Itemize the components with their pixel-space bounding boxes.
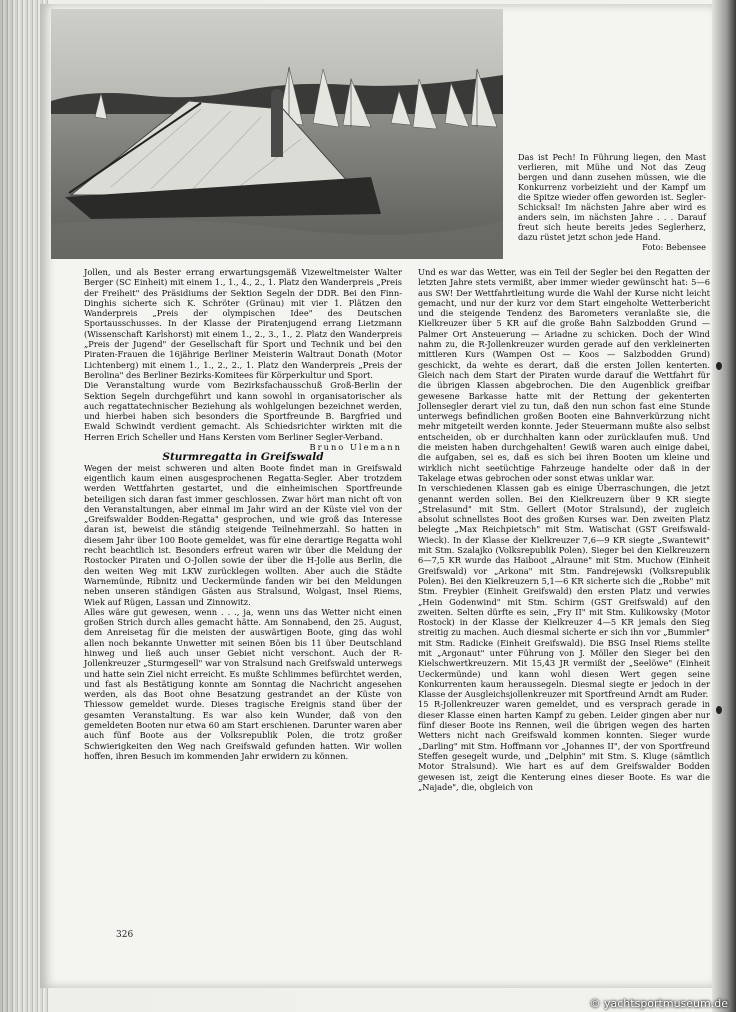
- watermark: © yachtsportmuseum.de: [589, 997, 728, 1010]
- left-paragraph-4: Alles wäre gut gewesen, wenn . . ., ja, wenn uns das Wetter nicht einen großen Strich durch alles gemacht hätte. Am Sonnabend, den 25. August, dem Anreisetag für die meisten der auswärtigen Boote, ging das wohl allen noch bekannte Unwetter mit seinen Böen bis 11 über Deutschland hinweg und ließ auch unser Gebiet nicht verschont. Auch der R-Jollenkreuzer „Sturmgesell" war von Stralsund nach Greifswald unterwegs und hatte sein Ziel nicht erreicht. Es mußte Schlimmes befürchtet werden, und fast als Bestätigung konnte am Sonntag die Nachricht angesehen werden, als das Boot ohne Besatzung gestrandet an der Küste von Thiessow gemeldet wurde. Dieses tragische Ereignis stand über der gesamten Veranstaltung. Es war also kein Wunder, daß von den gemeldeten Booten nur etwa 60 am Start erschienen. Darunter waren aber auch fünf Boote aus der Volksrepublik Polen, die trotz großer Schwierigkeiten den Weg nach Greifswald gefunden hatten. Wir wollen hoffen, ihren Besuch im kommenden Jahr erwidern zu können.: [84, 606, 402, 761]
- author-signature: Bruno Ulemann: [309, 442, 402, 453]
- page-edge-shadow: [712, 0, 736, 1012]
- sailboat-photo-icon: [51, 9, 503, 259]
- page-number: 326: [116, 930, 134, 940]
- right-paragraph-1: Und es war das Wetter, was ein Teil der Segler bei den Regatten der letzten Jahre stets vermißt, aber immer wieder gewünscht hat: 5—6 aus SW! Der Wettfahrtleitung wurde die Wahl der Kurse nicht leicht gemacht, und nur der kurz vor dem Start eingeholte Wetterbericht und die steigende Tendenz des Barometers veranlaßte sie, die Kielkreuzer über 5 KR auf die große Bahn Salzbodden Grund — Palmer Ort Ansteuerung — Ariadne zu schicken. Doch der Wind nahm zu, die R-Jollenkreuzer wurden gerade auf den verkleinerten mittleren Kurs (Wampen Ost — Koos — Salzbodden Grund) geschickt, da wehte es derart, daß die ersten Jollen kenterten. Gleich nach dem Start der Piraten wurde darauf die Wettfahrt für die übrigen Klassen abgebrochen. Die den Augenblick greifbar gewesene Barkasse hatte mit der Rettung der gekenterten Jollensegler derart viel zu tun, daß den nun schon fast eine Stunde unterwegs befindlichen großen Booten eine Bahnverkürzung nicht mehr mitgeteilt werden konnte. Jeder Steuermann mußte also selbst entscheiden, ob er durchhalten kann oder zurücklaufen muß. Und die meisten haben durchgehalten! Gewiß waren auch einige dabei, die aufgaben, sei es, daß es sich bei ihren Booten um kleine und wirklich nicht seetüchtige Fahrzeuge handelte oder daß in der Takelage etwas gebrochen oder sonst etwas unklar war.: [418, 267, 710, 483]
- scan-mark: [716, 706, 722, 714]
- right-paragraph-2: In verschiedenen Klassen gab es einige Überraschungen, die jetzt genannt werden sollen. Bei den Kielkreuzern über 9 KR siegte „Strelasund" mit Stm. Gellert (Motor Stralsund), der zugleich absolut schnellstes Boot des großen Kurses war. Den zweiten Platz belegte „Max Reichpietsch" mit Stm. Watischat (GST Greifswald-Wieck). In der Klasse der Kielkreuzer 7,6—9 KR siegte „Swantewit" mit Stm. Szalajko (Volksrepublik Polen). Sieger bei den Kielkreuzern 6—7,5 KR wurde das Haiboot „Alraune" mit Stm. Muchow (Einheit Greifswald) vor „Arkona" mit Stm. Fandrejewski (Volksrepublik Polen). Bei den Kielkreuzern 5,1—6 KR sicherte sich die „Robbe" mit Stm. Freybier (Einheit Greifswald) den ersten Platz und verwies „Hein Godenwind" mit Stm. Schirm (GST Greifswald) auf den zweiten. Selten dürfte es sein, „Fry II" mit Stm. Kulikowsky (Motor Rostock) in der Klasse der Kielkreuzer 4—5 KR jemals den Sieg streitig zu machen. Auch diesmal sicherte er sich ihn vor „Bummler" mit Stm. Radicke (Einheit Greifswald). Die BSG Insel Riems stellte mit „Argonaut" unter Führung von J. Möller den Sieger bei den Kielschwertkreuzern. Mit 15,43 JR vermißt der „Seelöwe" (Einheit Ueckermünde) und kann wohl diesen Wert gegen seine Konkurrenten kaum heraussegeln. Diesmal siegte er jedoch in der Klasse der Ausgleichsjollenkreuzer mit Sportfreund Arndt am Ruder.: [418, 483, 710, 700]
- sailboat-photo: [51, 9, 503, 259]
- caption-text: Das ist Pech! In Führung liegen, den Mast verlieren, mit Mühe und Not das Zeug bergen und dann zusehen müssen, wie die Konkurrenz vorbeizieht und der Kampf um die Spitze wieder offen geworden ist. Segler-Schicksal! Im nächsten Jahre aber wird es anders sein, im nächsten Jahre . . . Darauf freut sich heute bereits jedes Seglerherz, dazu rüstet jetzt schon jede Hand.: [518, 152, 706, 242]
- section-heading: Sturmregatta in Greifswald: [162, 451, 324, 464]
- left-paragraph-3: Wegen der meist schweren und alten Boote findet man in Greifswald eigentlich kaum einen ausgesprochenen Regatta-Segler. Aber trotzdem werden Wettfahrten gestartet, und die einheimischen Sportfreunde beteiligen sich daran fast immer geschlossen. Zwar hört man nicht oft von den Veranstaltungen, aber einmal im Jahr wird an der Küste viel von der „Greifswalder Bodden-Regatta" gesprochen, und wie groß das Interesse daran ist, beweist die ständig steigende Teilnehmerzahl. So hatten in diesem Jahr über 100 Boote gemeldet, was für eine derartige Regatta wohl recht beachtlich ist. Besonders erfreut waren wir über die Meldung der Rostocker Piraten und O-Jollen sowie der über die H-Jolle aus Berlin, die den weiten Weg mit LKW zurücklegen wollten. Aber auch die Städte Warnemünde, Ribnitz und Ueckermünde fanden wir bei den Meldungen neben unseren ständigen Gästen aus Stralsund, Wolgast, Insel Riems, Wiek auf Rügen, Lassan und Zinnowitz.: [84, 462, 402, 607]
- scan-mark: [716, 362, 722, 370]
- right-column: [418, 267, 710, 792]
- left-column: [84, 267, 402, 761]
- right-paragraph-3: 15 R-Jollenkreuzer waren gemeldet, und es versprach gerade in dieser Klasse einen harten Kampf zu geben. Leider gingen aber nur fünf dieser Boote ins Rennen, weil die übrigen wegen des harten Wetters nicht nach Greifswald kommen konnten. Sieger wurde „Darling" mit Stm. Hoffmann vor „Johannes II", der von Sportfreund Steffen gesegelt wurde, und „Delphin" mit Stm. S. Kluge (sämtlich Motor Stralsund). Wie hart es auf dem Greifswalder Bodden gewesen ist, zeigt die Kenterung eines dieser Boote. Es war die „Najade", die, obgleich von: [418, 699, 710, 792]
- photo-credit: Foto: Bebensee: [642, 242, 706, 252]
- left-paragraph-2: Die Veranstaltung wurde vom Bezirksfachausschuß Groß-Berlin der Sektion Segeln durchgeführt und kann sowohl in organisatorischer als auch regattatechnischer Beziehung als wohlgelungen bezeichnet werden, und hierbei haben sich besonders die Sportfreunde B. Bargfried und Ewald Schwindt verdient gemacht. Als Schiedsrichter wirkten mit die Herren Erich Scheller und Hans Kersten vom Berliner Segler-Verband.: [84, 380, 402, 442]
- left-paragraph-1: Jollen, und als Bester errang erwartungsgemäß Vizeweltmeister Walter Berger (SC Einheit) mit einem 1., 1., 4., 2., 1. Platz den Wanderpreis „Preis der Freiheit" des Präsidiums der Sektion Segeln der DDR. Bei den Finn-Dinghis sicherte sich K. Schröter (Grünau) mit vier 1. Plätzen den Wanderpreis „Preis der olympischen Idee" des Deutschen Sportausschusses. In der Klasse der Piratenjugend errang Lietzmann (Wissenschaft Karlshorst) mit einem 1., 2., 3., 1., 2. Platz den Wanderpreis „Preis der Jugend" der Gesellschaft für Sport und Technik und bei den Piraten-Frauen die 16jährige Berliner Meisterin Waltraut Donath (Motor Lichtenberg) mit einem 1., 1., 2., 2., 1. Platz den Wanderpreis „Preis der Berolina" des Berliner Bezirks-Komitees für Körperkultur und Sport.: [84, 267, 402, 380]
- photo-caption: [518, 152, 706, 252]
